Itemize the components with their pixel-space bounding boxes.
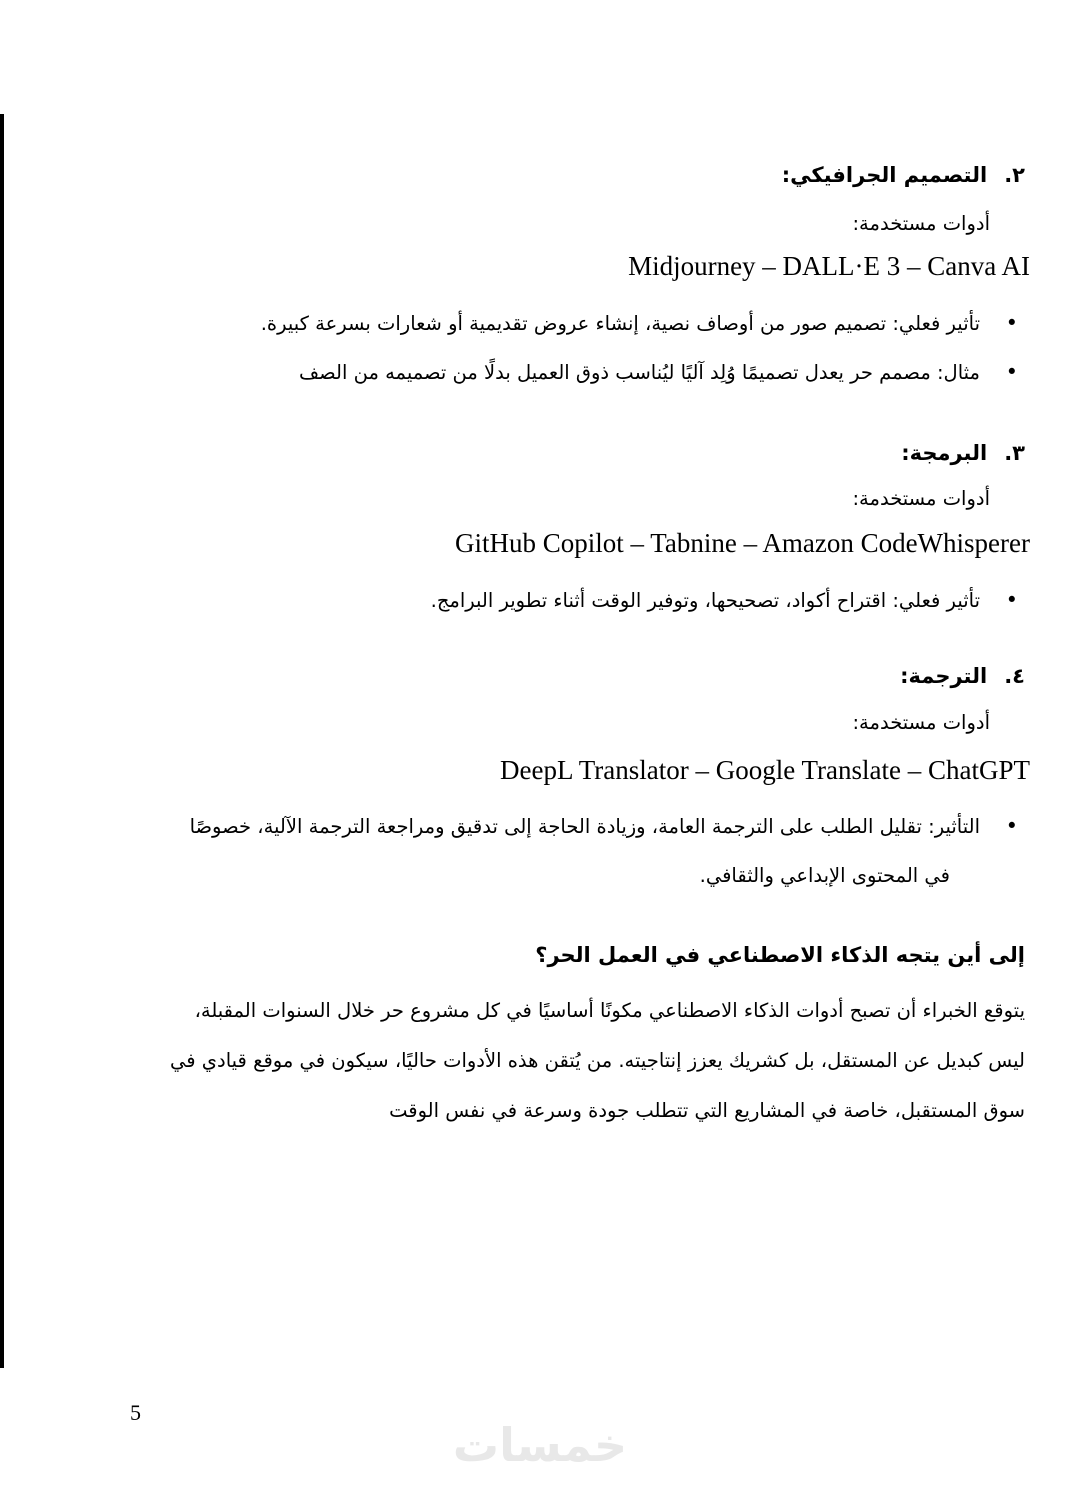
section-4-tools-label: أدوات مستخدمة: (852, 711, 990, 734)
bullet-item (58, 348, 1018, 397)
section-3-tools-list: GitHub Copilot – Tabnine – Amazon CodeWhisperer (454, 528, 1030, 558)
bullet-dot-icon: • (1005, 814, 1018, 838)
section-4-bullet-list (58, 802, 1018, 900)
bullet-item (58, 576, 1018, 625)
bullet-text: مثال: مصمم حر يعدل تصميمًا وُلِد آليًا ليُناسب ذوق العميل بدلًا من تصميمه من الصف (298, 361, 980, 384)
bullet-dot-icon: • (1005, 311, 1018, 335)
section-3-tools-label: أدوات مستخدمة: (852, 487, 990, 510)
section-3-title: البرمجة: (901, 441, 988, 465)
bullet-text: تأثير فعلي: تصميم صور من أوصاف نصية، إنشاء عروض تقديمية أو شعارات بسرعة كبيرة. (260, 312, 980, 335)
section-4-heading (900, 664, 1025, 689)
section-4-title: الترجمة: (900, 664, 988, 688)
khamsat-watermark-logo: خمسات (452, 1418, 628, 1472)
closing-heading: إلى أين يتجه الذكاء الاصطناعي في العمل الحر؟ (535, 943, 1025, 967)
section-2-heading (782, 163, 1025, 188)
section-2-bullet-list (58, 299, 1018, 397)
bullet-item (58, 299, 1018, 348)
closing-paragraph-line-1: يتوقع الخبراء أن تصبح أدوات الذكاء الاصطناعي مكونًا أساسيًا في كل مشروع حر خلال السنوات المقبلة، (194, 999, 1025, 1022)
section-4-tools-list: DeepL Translator – Google Translate – ChatGPT (500, 755, 1030, 785)
page-number: 5 (130, 1400, 141, 1425)
bullet-text-line-2: في المحتوى الإبداعي والثقافي. (699, 864, 950, 887)
closing-paragraph (55, 986, 1025, 1136)
bullet-text-line-1: التأثير: تقليل الطلب على الترجمة العامة، وزيادة الحاجة إلى تدقيق ومراجعة الترجمة الآلية، خصوصًا (189, 815, 980, 838)
section-2-number: ٢. (1004, 163, 1025, 187)
section-2-tools-label: أدوات مستخدمة: (852, 212, 990, 235)
section-4-number: ٤. (1004, 664, 1025, 688)
section-3-heading (901, 441, 1025, 466)
bullet-text: تأثير فعلي: اقتراح أكواد، تصحيحها، وتوفير الوقت أثناء تطوير البرامج. (430, 589, 980, 612)
bullet-item (58, 802, 1018, 900)
closing-paragraph-line-3: سوق المستقبل، خاصة في المشاريع التي تتطلب جودة وسرعة في نفس الوقت (389, 1099, 1025, 1122)
bullet-dot-icon: • (1005, 360, 1018, 384)
section-3-number: ٣. (1004, 441, 1025, 465)
closing-paragraph-line-2: ليس كبديل عن المستقل، بل كشريك يعزز إنتاجيته. من يُتقن هذه الأدوات حاليًا، سيكون في موقع قيادي في (170, 1049, 1025, 1072)
bullet-dot-icon: • (1005, 588, 1018, 612)
section-2-title: التصميم الجرافيكي: (781, 163, 988, 187)
left-edge-rule (0, 114, 4, 1368)
section-2-tools-list: Midjourney – DALL·E 3 – Canva AI (628, 251, 1030, 281)
section-3-bullet-list (58, 576, 1018, 625)
